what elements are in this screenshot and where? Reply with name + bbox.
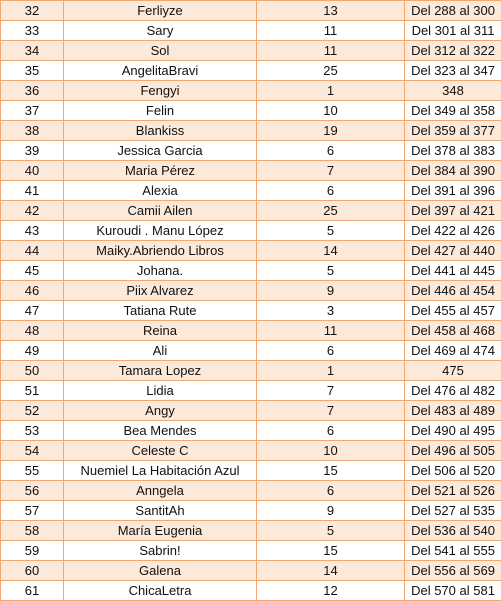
quantity-cell: 6	[257, 421, 405, 441]
quantity-cell: 9	[257, 501, 405, 521]
table-row	[1, 61, 501, 81]
range-cell: Del 536 al 540	[405, 521, 501, 541]
table-row	[1, 501, 501, 521]
range-cell: Del 506 al 520	[405, 461, 501, 481]
row-number-cell: 51	[1, 381, 64, 401]
table-row	[1, 361, 501, 381]
row-number-cell: 40	[1, 161, 64, 181]
table-row	[1, 1, 501, 21]
quantity-cell: 15	[257, 541, 405, 561]
table-row	[1, 301, 501, 321]
participant-name-cell: Lidia	[64, 381, 257, 401]
row-number-cell: 50	[1, 361, 64, 381]
table-row	[1, 141, 501, 161]
participant-name-cell: Camii Ailen	[64, 201, 257, 221]
range-cell: Del 301 al 311	[405, 21, 501, 41]
range-cell: 348	[405, 81, 501, 101]
participant-name-cell: Blankiss	[64, 121, 257, 141]
participant-name-cell: Piix Alvarez	[64, 281, 257, 301]
row-number-cell: 42	[1, 201, 64, 221]
table-row	[1, 41, 501, 61]
participant-name-cell: Anngela	[64, 481, 257, 501]
range-cell: Del 427 al 440	[405, 241, 501, 261]
table-row	[1, 381, 501, 401]
quantity-cell: 6	[257, 481, 405, 501]
range-cell: Del 521 al 526	[405, 481, 501, 501]
quantity-cell: 14	[257, 241, 405, 261]
participant-name-cell: Sabrin!	[64, 541, 257, 561]
row-number-cell: 37	[1, 101, 64, 121]
range-cell: Del 483 al 489	[405, 401, 501, 421]
participant-name-cell: Fengyi	[64, 81, 257, 101]
participant-name-cell: María Eugenia	[64, 521, 257, 541]
range-cell: Del 476 al 482	[405, 381, 501, 401]
row-number-cell: 52	[1, 401, 64, 421]
row-number-cell: 45	[1, 261, 64, 281]
quantity-cell: 12	[257, 581, 405, 601]
table-row	[1, 21, 501, 41]
range-cell: Del 490 al 495	[405, 421, 501, 441]
row-number-cell: 61	[1, 581, 64, 601]
range-cell: Del 288 al 300	[405, 1, 501, 21]
table-row	[1, 481, 501, 501]
row-number-cell: 49	[1, 341, 64, 361]
table-row	[1, 421, 501, 441]
quantity-cell: 6	[257, 141, 405, 161]
range-cell: Del 384 al 390	[405, 161, 501, 181]
participant-name-cell: Alexia	[64, 181, 257, 201]
row-number-cell: 58	[1, 521, 64, 541]
range-cell: 475	[405, 361, 501, 381]
participant-name-cell: Angy	[64, 401, 257, 421]
range-cell: Del 455 al 457	[405, 301, 501, 321]
row-number-cell: 44	[1, 241, 64, 261]
table-row	[1, 241, 501, 261]
row-number-cell: 47	[1, 301, 64, 321]
table-row	[1, 181, 501, 201]
table-row	[1, 221, 501, 241]
row-number-cell: 56	[1, 481, 64, 501]
quantity-cell: 5	[257, 521, 405, 541]
table-row	[1, 81, 501, 101]
range-cell: Del 441 al 445	[405, 261, 501, 281]
quantity-cell: 7	[257, 381, 405, 401]
range-cell: Del 397 al 421	[405, 201, 501, 221]
range-cell: Del 446 al 454	[405, 281, 501, 301]
quantity-cell: 1	[257, 361, 405, 381]
row-number-cell: 32	[1, 1, 64, 21]
quantity-cell: 5	[257, 221, 405, 241]
range-cell: Del 469 al 474	[405, 341, 501, 361]
participant-name-cell: Reina	[64, 321, 257, 341]
range-cell: Del 422 al 426	[405, 221, 501, 241]
row-number-cell: 39	[1, 141, 64, 161]
table-row	[1, 121, 501, 141]
table-row	[1, 321, 501, 341]
row-number-cell: 33	[1, 21, 64, 41]
quantity-cell: 6	[257, 181, 405, 201]
participant-name-cell: Celeste C	[64, 441, 257, 461]
quantity-cell: 7	[257, 161, 405, 181]
range-cell: Del 496 al 505	[405, 441, 501, 461]
table-body	[1, 1, 501, 601]
row-number-cell: 36	[1, 81, 64, 101]
participant-name-cell: AngelitaBravi	[64, 61, 257, 81]
table-row	[1, 521, 501, 541]
row-number-cell: 35	[1, 61, 64, 81]
table-row	[1, 101, 501, 121]
range-cell: Del 323 al 347	[405, 61, 501, 81]
participant-name-cell: Galena	[64, 561, 257, 581]
quantity-cell: 3	[257, 301, 405, 321]
range-cell: Del 458 al 468	[405, 321, 501, 341]
table-row	[1, 341, 501, 361]
row-number-cell: 41	[1, 181, 64, 201]
quantity-cell: 9	[257, 281, 405, 301]
quantity-cell: 25	[257, 61, 405, 81]
quantity-cell: 10	[257, 101, 405, 121]
row-number-cell: 38	[1, 121, 64, 141]
row-number-cell: 55	[1, 461, 64, 481]
participant-name-cell: Nuemiel La Habitación Azul	[64, 461, 257, 481]
table-row	[1, 201, 501, 221]
row-number-cell: 43	[1, 221, 64, 241]
participant-name-cell: Jessica Garcia	[64, 141, 257, 161]
participant-name-cell: Johana.	[64, 261, 257, 281]
table-row	[1, 441, 501, 461]
table-row	[1, 161, 501, 181]
quantity-cell: 11	[257, 321, 405, 341]
participant-name-cell: Tatiana Rute	[64, 301, 257, 321]
participant-name-cell: SantitAh	[64, 501, 257, 521]
range-cell: Del 570 al 581	[405, 581, 501, 601]
range-cell: Del 391 al 396	[405, 181, 501, 201]
range-cell: Del 312 al 322	[405, 41, 501, 61]
table-row	[1, 461, 501, 481]
row-number-cell: 46	[1, 281, 64, 301]
participant-name-cell: Maiky.Abriendo Libros	[64, 241, 257, 261]
participant-name-cell: Ferliyze	[64, 1, 257, 21]
quantity-cell: 1	[257, 81, 405, 101]
table-row	[1, 541, 501, 561]
participant-name-cell: Kuroudi . Manu López	[64, 221, 257, 241]
row-number-cell: 60	[1, 561, 64, 581]
quantity-cell: 10	[257, 441, 405, 461]
table-row	[1, 561, 501, 581]
range-cell: Del 349 al 358	[405, 101, 501, 121]
row-number-cell: 48	[1, 321, 64, 341]
participant-name-cell: Sol	[64, 41, 257, 61]
range-cell: Del 556 al 569	[405, 561, 501, 581]
row-number-cell: 57	[1, 501, 64, 521]
row-number-cell: 53	[1, 421, 64, 441]
quantity-cell: 14	[257, 561, 405, 581]
quantity-cell: 6	[257, 341, 405, 361]
quantity-cell: 25	[257, 201, 405, 221]
participant-name-cell: Bea Mendes	[64, 421, 257, 441]
quantity-cell: 7	[257, 401, 405, 421]
range-cell: Del 527 al 535	[405, 501, 501, 521]
table-row	[1, 581, 501, 601]
quantity-cell: 13	[257, 1, 405, 21]
participant-name-cell: Ali	[64, 341, 257, 361]
quantity-cell: 19	[257, 121, 405, 141]
quantity-cell: 5	[257, 261, 405, 281]
quantity-cell: 11	[257, 41, 405, 61]
quantity-cell: 11	[257, 21, 405, 41]
row-number-cell: 54	[1, 441, 64, 461]
row-number-cell: 34	[1, 41, 64, 61]
table-row	[1, 261, 501, 281]
range-cell: Del 541 al 555	[405, 541, 501, 561]
range-cell: Del 359 al 377	[405, 121, 501, 141]
participant-name-cell: Maria Pérez	[64, 161, 257, 181]
table-row	[1, 281, 501, 301]
participant-name-cell: Tamara Lopez	[64, 361, 257, 381]
table-row	[1, 401, 501, 421]
row-number-cell: 59	[1, 541, 64, 561]
quantity-cell: 15	[257, 461, 405, 481]
range-cell: Del 378 al 383	[405, 141, 501, 161]
participant-name-cell: Sary	[64, 21, 257, 41]
participant-name-cell: ChicaLetra	[64, 581, 257, 601]
participant-name-cell: Felin	[64, 101, 257, 121]
